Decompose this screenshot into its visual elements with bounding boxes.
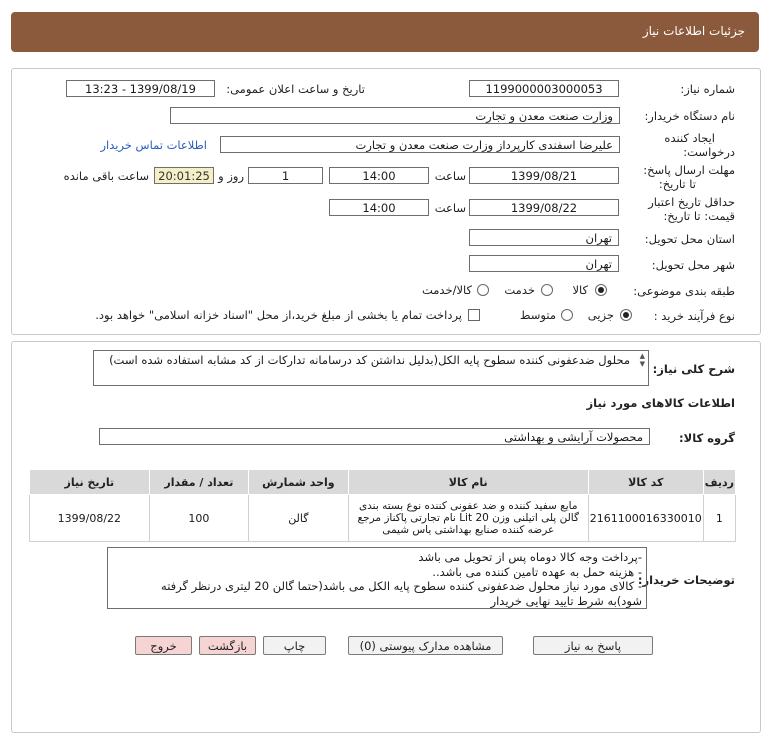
requester-field: علیرضا اسفندی کارپرداز وزارت صنعت معدن و تجارت: [220, 136, 620, 153]
need-number-field: 1199000003000053: [469, 80, 619, 97]
goods-group-label: گروه کالا:: [679, 431, 735, 445]
remaining-time-field: 20:01:25: [154, 167, 214, 184]
attachments-button[interactable]: مشاهده مدارک پیوستی (0): [348, 636, 503, 655]
buyer-notes-label: توضیحات خریدار:: [637, 573, 735, 587]
contact-info-link[interactable]: اطلاعات تماس خریدار: [100, 138, 207, 152]
price-validity-time-field: 14:00: [329, 199, 429, 216]
remaining-time-label: ساعت باقی مانده: [63, 169, 149, 183]
process-minor-label: جزیی: [587, 308, 614, 322]
category-label: طبقه بندی موضوعی:: [633, 284, 735, 298]
buyer-org-label: نام دستگاه خریدار:: [644, 109, 735, 123]
col-date: تاریخ نیاز: [30, 470, 150, 495]
cell-name: مایع سفید کننده و ضد عفونی کننده نوع بسته بندی گالن پلی اتیلنی وزن 20 Lit نام تجارتی پاکناز مرجع عرضه کننده صنایع بهداشتی یاس شیمی: [348, 495, 588, 542]
price-validity-label-1: حداقل تاریخ اعتبار: [648, 195, 735, 209]
process-medium-label: متوسط: [519, 308, 556, 322]
buyer-note-line: -پرداخت وجه کالا دوماه پس از تحویل می باشد: [418, 550, 642, 564]
buyer-note-line: - کالای مورد نیاز محلول ضدعفونی کننده سطوح پایه الکل می باشد(حتما گالن 20 لیتری درنظر گرفته: [161, 579, 642, 593]
province-field: تهران: [469, 229, 619, 246]
city-label: شهر محل تحویل:: [651, 258, 735, 272]
buyer-org-field: وزارت صنعت معدن و تجارت: [170, 107, 620, 124]
cell-unit: گالن: [249, 495, 349, 542]
deadline-time-label: ساعت: [434, 169, 466, 183]
exit-button[interactable]: خروج: [135, 636, 192, 655]
cell-code: 2161100016330010: [588, 495, 703, 542]
print-button[interactable]: چاپ: [263, 636, 326, 655]
summary-label: شرح کلی نیاز:: [652, 362, 735, 376]
page-header: [11, 12, 759, 52]
summary-text: محلول ضدعفونی کننده سطوح پایه الکل(بدلیل نداشتن کد درسامانه تداركات از کد مشابه استفاده شده است): [109, 353, 630, 367]
scroll-arrows-icon[interactable]: ▲ ▼: [639, 352, 645, 368]
process-minor-radio[interactable]: [620, 309, 632, 321]
category-service-label: خدمت: [504, 283, 535, 297]
col-name: نام کالا: [348, 470, 588, 495]
category-service-radio[interactable]: [541, 284, 553, 296]
goods-table-header: [30, 470, 736, 495]
category-goods-service-radio[interactable]: [477, 284, 489, 296]
summary-textarea[interactable]: [93, 350, 649, 386]
deadline-date-field: 1399/08/21: [469, 167, 619, 184]
reply-button[interactable]: پاسخ به نیاز: [533, 636, 653, 655]
requester-label-2: درخواست:: [683, 145, 735, 159]
treasury-payment-note: پرداخت تمام یا بخشی از مبلغ خرید،از محل "اسناد خزانه اسلامی" خواهد بود.: [95, 308, 462, 322]
col-unit: واحد شمارش: [249, 470, 349, 495]
deadline-label-2: تا تاریخ:: [658, 177, 696, 191]
goods-group-field: محصولات آرایشی و بهداشتی: [99, 428, 650, 445]
buyer-note-line: شود)به شرط تایید نهایی خریدار: [490, 593, 642, 608]
back-button[interactable]: بازگشت: [199, 636, 256, 655]
announce-date-label: تاریخ و ساعت اعلان عمومی:: [226, 82, 365, 96]
buyer-notes-box: [107, 547, 647, 609]
treasury-payment-checkbox[interactable]: [468, 309, 480, 321]
deadline-time-field: 14:00: [329, 167, 429, 184]
cell-date: 1399/08/22: [30, 495, 150, 542]
goods-table: [29, 469, 736, 542]
need-number-label: شماره نیاز:: [680, 82, 735, 96]
page-title: جزئیات اطلاعات نیاز: [642, 24, 745, 38]
process-medium-radio[interactable]: [561, 309, 573, 321]
price-validity-date-field: 1399/08/22: [469, 199, 619, 216]
cell-row: 1: [703, 495, 735, 542]
col-qty: تعداد / مقدار: [149, 470, 248, 495]
requester-label-1: ایجاد کننده: [664, 131, 715, 145]
table-row[interactable]: [30, 495, 736, 542]
cell-qty: 100: [149, 495, 248, 542]
buyer-note-line: - هزینه حمل به عهده تامین کننده می باشد..: [432, 564, 642, 579]
days-label: روز و: [218, 169, 244, 183]
category-goods-service-label: کالا/خدمت: [421, 283, 472, 297]
deadline-label-1: مهلت ارسال پاسخ:: [643, 163, 735, 177]
category-goods-label: کالا: [572, 283, 588, 297]
days-field: 1: [248, 167, 323, 184]
process-label: نوع فرآیند خرید :: [653, 309, 735, 323]
announce-date-field: 1399/08/19 - 13:23: [66, 80, 215, 97]
city-field: تهران: [469, 255, 619, 272]
goods-info-title: اطلاعات کالاهای مورد نیاز: [586, 396, 735, 410]
price-validity-label-2: قیمت: تا تاریخ:: [663, 209, 735, 223]
category-goods-radio[interactable]: [595, 284, 607, 296]
province-label: استان محل تحویل:: [644, 232, 735, 246]
col-code: کد کالا: [588, 470, 703, 495]
col-row: ردیف: [703, 470, 735, 495]
price-validity-time-label: ساعت: [434, 201, 466, 215]
